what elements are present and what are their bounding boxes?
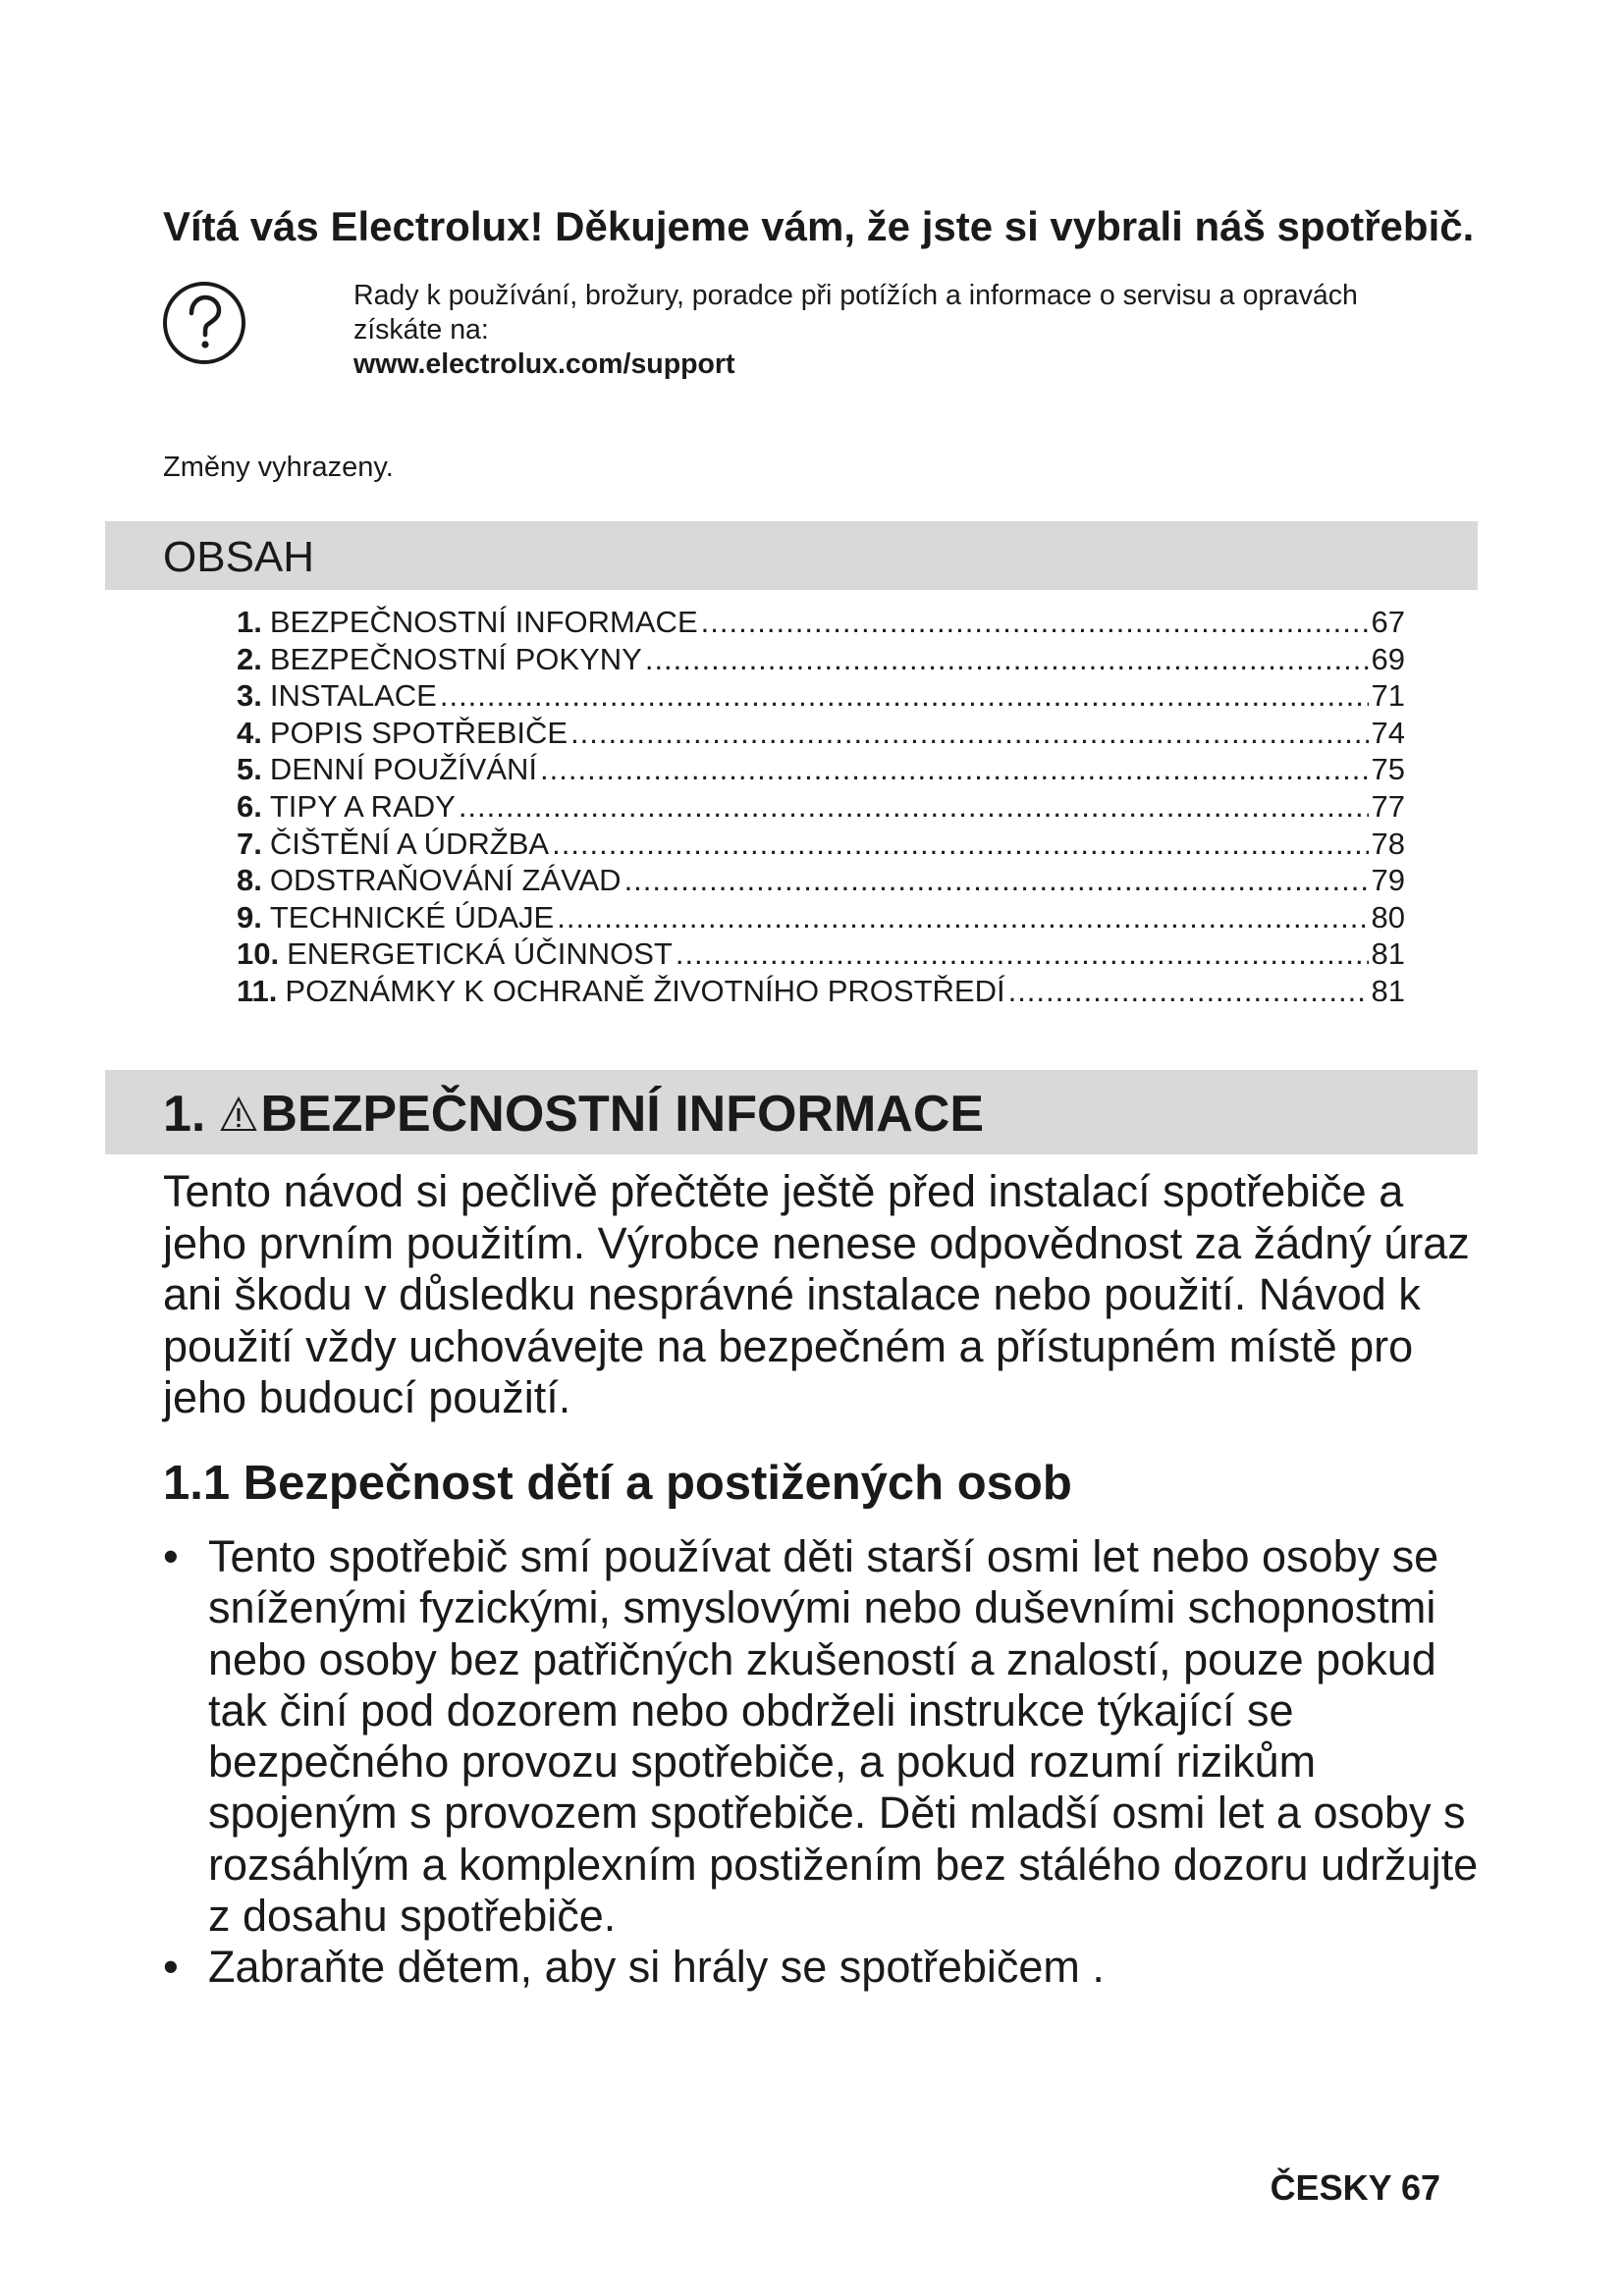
toc-leader <box>645 641 1369 678</box>
list-item <box>163 1942 1498 1993</box>
toc-leader <box>676 935 1369 973</box>
toc-item[interactable] <box>237 715 1405 752</box>
toc-item-page: 80 <box>1371 899 1405 934</box>
toc-item-page: 69 <box>1371 641 1405 676</box>
toc-item-page: 74 <box>1371 715 1405 750</box>
toc-item-label: BEZPEČNOSTNÍ INFORMACE <box>269 605 698 639</box>
toc-item-label: DENNÍ POUŽÍVÁNÍ <box>269 752 538 787</box>
toc-item-page: 77 <box>1371 788 1405 824</box>
bullet-text: Tento spotřebič smí používat děti starší osmi let nebo osoby se sníženými fyzickými, smyslovými nebo duševními schopnostmi nebo osoby bez patřičných zkušeností a znalostí, pouze pokud tak činí pod dozorem nebo obdrželi instrukce týkající se bezpečného provozu spotřebiče, a pokud rozumí rizikům spojeným s provozem spotřebiče. Děti mladší osmi let a osoby s rozsáhlým a komplexním postižením bez stálého dozoru udržujte z dosahu spotřebiče. <box>208 1531 1479 1942</box>
toc-item[interactable] <box>237 788 1405 826</box>
bullet-text: Zabraňte dětem, aby si hrály se spotřebičem . <box>208 1942 1105 1993</box>
toc-item-page: 79 <box>1371 863 1405 898</box>
support-text-line-1: Rady k používání, brožury, poradce při potížích a informace o servisu a opravách <box>353 280 1358 311</box>
toc-leader <box>570 715 1368 752</box>
toc-item-page: 81 <box>1371 936 1405 972</box>
toc-item-label: POPIS SPOTŘEBIČE <box>269 715 568 750</box>
toc-item-label: TECHNICKÉ ÚDAJE <box>269 899 555 934</box>
toc-leader <box>701 604 1369 641</box>
welcome-heading: Vítá vás Electrolux! Děkujeme vám, že jste si vybrali náš spotřebič. <box>163 203 1475 249</box>
toc-item-number: 7. <box>237 826 262 861</box>
toc-item-page: 75 <box>1371 752 1405 787</box>
toc-item-number: 4. <box>237 715 262 750</box>
toc-item-page: 78 <box>1371 826 1405 861</box>
changes-reserved-note: Změny vyhrazeny. <box>163 452 394 483</box>
toc-leader <box>540 751 1369 788</box>
toc-item[interactable] <box>237 826 1405 863</box>
support-url-link[interactable]: www.electrolux.com/support <box>353 348 735 380</box>
toc-item-number: 6. <box>237 788 262 824</box>
toc-leader <box>557 899 1368 936</box>
toc-item-label: BEZPEČNOSTNÍ POKYNY <box>269 641 642 676</box>
toc-leader <box>459 788 1369 826</box>
toc-item-label: INSTALACE <box>269 678 437 714</box>
toc-item-label: ODSTRAŇOVÁNÍ ZÁVAD <box>269 863 622 898</box>
section-header-band <box>105 1070 1478 1154</box>
toc-item-label: TIPY A RADY <box>269 788 456 824</box>
toc-title: OBSAH <box>163 533 315 581</box>
toc-leader <box>440 677 1369 715</box>
section-number: 1. <box>163 1086 206 1143</box>
support-text-line-2: získáte na: <box>353 314 489 346</box>
bullet-marker: • <box>163 1942 179 1993</box>
toc-item[interactable] <box>237 641 1405 678</box>
toc-item-number: 5. <box>237 752 262 787</box>
toc-item[interactable] <box>237 899 1405 936</box>
toc-item[interactable] <box>237 751 1405 788</box>
toc-item[interactable] <box>237 935 1405 973</box>
bullet-marker: • <box>163 1531 179 1581</box>
section-title <box>163 1085 984 1144</box>
toc-item[interactable] <box>237 677 1405 715</box>
safety-bullet-list <box>163 1531 1498 1994</box>
toc-item-number: 9. <box>237 899 262 934</box>
toc-item-number: 11. <box>237 973 278 1008</box>
toc-item-label: ENERGETICKÁ ÚČINNOST <box>287 936 673 972</box>
table-of-contents <box>237 604 1405 1010</box>
toc-item-number: 2. <box>237 641 262 676</box>
toc-item-number: 1. <box>237 605 262 639</box>
toc-leader <box>1008 973 1369 1010</box>
toc-header-band <box>105 521 1478 590</box>
toc-item-page: 81 <box>1371 973 1405 1008</box>
toc-item-page: 67 <box>1371 605 1405 639</box>
toc-leader <box>552 826 1368 863</box>
warning-triangle-icon <box>219 1095 258 1133</box>
section-title-text: BEZPEČNOSTNÍ INFORMACE <box>260 1086 985 1143</box>
toc-item[interactable] <box>237 862 1405 899</box>
list-item <box>163 1531 1498 1942</box>
toc-item-page: 71 <box>1371 678 1405 714</box>
subsection-title: 1.1 Bezpečnost dětí a postižených osob <box>163 1457 1072 1510</box>
toc-item[interactable] <box>237 973 1405 1010</box>
toc-item-number: 8. <box>237 863 262 898</box>
page-footer-language-page: ČESKY 67 <box>1270 2167 1440 2208</box>
toc-item-number: 10. <box>237 936 280 972</box>
question-circle-icon <box>160 279 248 367</box>
toc-item-number: 3. <box>237 678 262 714</box>
section-intro-paragraph: Tento návod si pečlivě přečtěte ještě před instalací spotřebiče a jeho prvním použitím. Výrobce nenese odpovědnost za žádný úraz ani škodu v důsledku nesprávné instalace nebo použití. Návod k použití vždy uchovávejte na bezpečném a přístupném místě pro jeho budoucí použití. <box>163 1166 1470 1423</box>
toc-item-label: ČIŠTĚNÍ A ÚDRŽBA <box>269 826 550 861</box>
toc-item[interactable] <box>237 604 1405 641</box>
toc-item-label: POZNÁMKY K OCHRANĚ ŽIVOTNÍHO PROSTŘEDÍ <box>285 973 1005 1008</box>
support-info <box>353 279 1434 382</box>
toc-leader <box>624 862 1369 899</box>
